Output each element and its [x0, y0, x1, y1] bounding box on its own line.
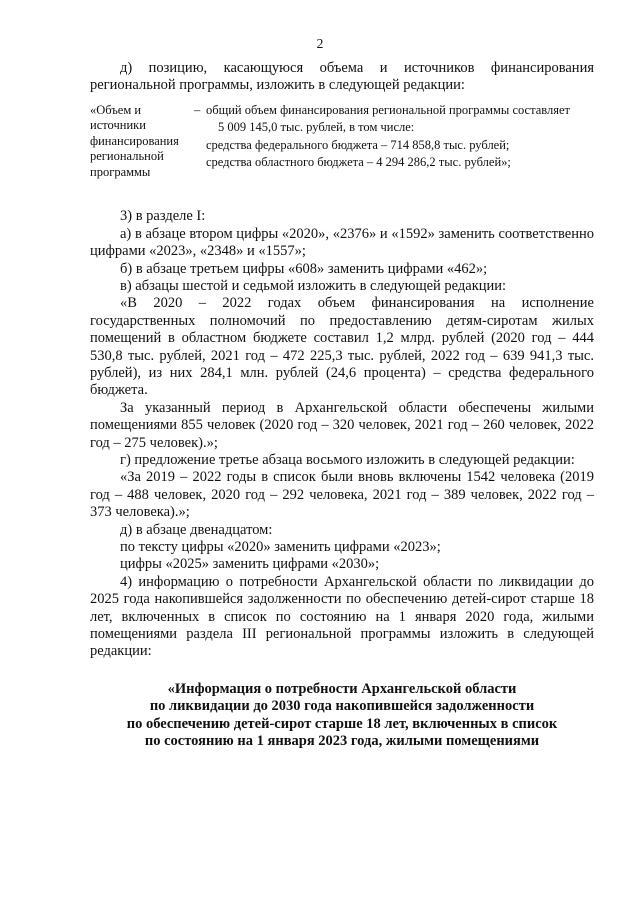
passport-line: 5 009 145,0 тыс. рублей, в том числе:	[218, 120, 415, 135]
paragraph: 3) в разделе I:	[120, 208, 206, 225]
paragraph: по тексту цифры «2020» заменить цифрами «2023»;	[120, 539, 441, 556]
document-body	[90, 60, 594, 751]
passport-dash: –	[194, 102, 201, 117]
paragraph: д) в абзаце двенадцатом:	[120, 521, 273, 538]
heading-line: по ликвидации до 2030 года накопившейся задолженности	[149, 698, 535, 715]
passport-value	[206, 103, 594, 181]
heading-line: «Информация о потребности Архангельской области	[167, 680, 517, 697]
passport-label: «Объем и источники финансирования региональной программы	[90, 102, 179, 179]
heading-line: по состоянию на 1 января 2023 года, жилыми помещениями	[144, 733, 540, 750]
passport-table	[90, 103, 594, 181]
paragraph: цифры «2025» заменить цифрами «2030»;	[120, 556, 380, 573]
passport-line: средства федерального бюджета – 714 858,8 тыс. рублей;	[206, 137, 510, 152]
section-heading	[90, 681, 594, 751]
page-number: 2	[316, 36, 324, 51]
paragraph-item-d: д) позицию, касающуюся объема и источников финансирования региональной программы, изложить в следующей редакции:	[90, 60, 594, 94]
paragraph: За указанный период в Архангельской области обеспечены жилыми помещениями 855 человек (2020 год – 320 человек, 2021 год – 260 человек, 2022 год – 275 человек).»;	[90, 399, 594, 451]
paragraph: 4) информацию о потребности Архангельской области по ликвидации до 2025 года накопившейся задолженности по обеспечению детей-сирот старше 18 лет, включенных в список по состоянию на 1 января 2020 года, жилыми помещениями раздела III региональной программы изложить в следующей редакции:	[90, 573, 594, 660]
paragraph: г) предложение третье абзаца восьмого изложить в следующей редакции:	[120, 452, 575, 468]
passport-line: средства областного бюджета – 4 294 286,2 тыс. рублей»;	[206, 155, 511, 170]
paragraph: «За 2019 – 2022 годы в список были вновь включены 1542 человека (2019 год – 488 человек, 2020 год – 292 человека, 2021 год – 389 человек, 2022 год – 373 человека).»;	[90, 469, 594, 521]
paragraph: б) в абзаце третьем цифры «608» заменить цифрами «462»;	[120, 260, 488, 277]
paragraph: в) абзацы шестой и седьмой изложить в следующей редакции:	[120, 277, 507, 294]
paragraph: а) в абзаце втором цифры «2020», «2376» и «1592» заменить соответственно цифрами «2023», «2348» и «1557»;	[90, 225, 594, 260]
paragraph: «В 2020 – 2022 годах объем финансирования на исполнение государственных полномочий по предоставлению детям-сиротам жилых помещений в областном бюджете составил 1,2 млрд. рублей (2020 год – 444 530,8 тыс. рублей, 2021 год – 472 225,3 тыс. рублей, 2022 год – 639 941,3 тыс. рублей), из них 284,1 млн. рублей (24,6 процента) – средства федерального бюджета.	[90, 295, 594, 399]
passport-line: общий объем финансирования региональной программы составляет	[206, 102, 570, 117]
heading-line: по обеспечению детей-сирот старше 18 лет, включенных в список	[126, 715, 558, 732]
